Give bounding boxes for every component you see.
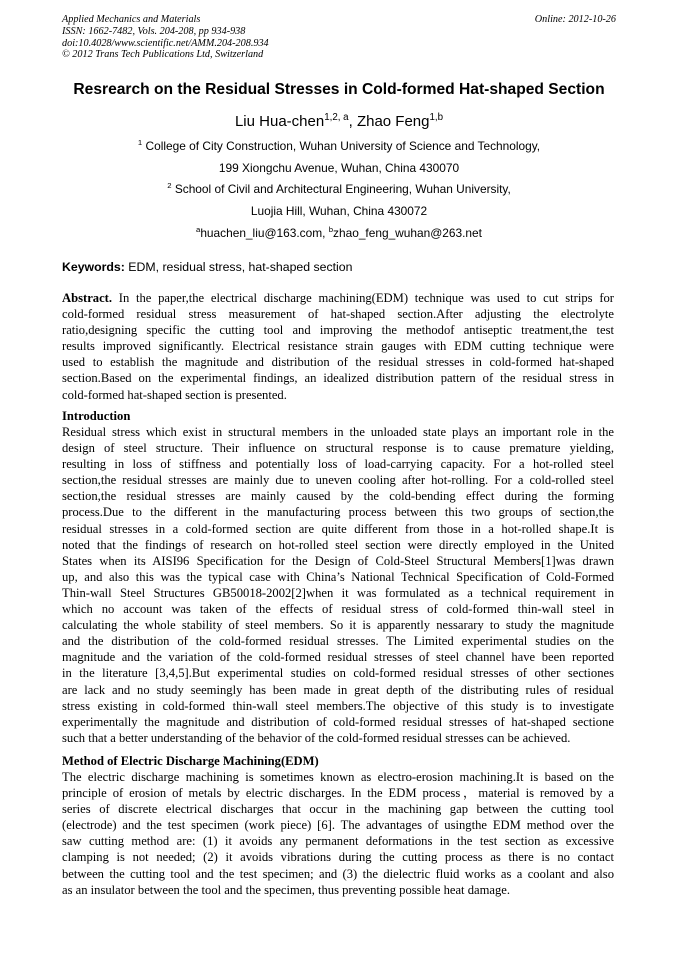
method-line: series of discrete electrical discharges that occur in the machining gap between the cutting tool	[62, 802, 614, 817]
email-a: huachen_liu@163.com,	[200, 226, 329, 240]
paper-title: Resrearch on the Residual Stresses in Cold-formed Hat-shaped Section	[73, 81, 605, 98]
abstract-label: Abstract.	[62, 291, 113, 305]
author-1: Liu Hua-chen	[234, 113, 325, 130]
abstract-line: cold-formed residual stress measurement of hat-shaped section.After adjusting the electrolyte	[62, 307, 614, 322]
intro-line: calculating the whole stability of steel members. So it is apparently nessarary to study the magnitude	[62, 618, 614, 633]
author-2: Zhao Feng	[356, 113, 430, 130]
intro-line: noted that the findings of research on hot-rolled steel section were directly employed in the United	[62, 537, 614, 552]
affiliation-2-marker: 2	[167, 181, 172, 191]
keywords	[62, 260, 616, 274]
keywords-text: EDM, residual stress, hat-shaped section	[124, 260, 353, 274]
email-b-marker: b	[328, 225, 334, 235]
author-1-affiliation: 1,2, a	[324, 112, 349, 123]
intro-line: design of steel structure. Their influence on structural response is to cause premature yielding,	[62, 441, 614, 456]
abstract-line: section.Based on the experimental findings, an idealized distribution pattern of the residual stress in	[62, 371, 614, 386]
online-date: Online: 2012-10-26	[534, 14, 616, 25]
method-line: between the cutting tool and the test specimen; and (3) the dielectric fluid works as a coolant and also	[62, 866, 614, 881]
affiliation-2-line-1: $^2$ School of Civil and Architectural Engineering, Wuhan University,	[167, 181, 511, 196]
author-line	[0, 113, 678, 131]
method-line: saw cutting method are: (1) it avoids any permanent deformations in the test section as excessive	[62, 834, 614, 849]
affiliation-1-line-2: 199 Xiongchu Avenue, Wuhan, China 430070	[218, 161, 460, 175]
method-line: principle of erosion of metals by electric discharges. In the EDM process，material is removed by a	[62, 786, 614, 801]
intro-line: process.Due to the different in the manufacturing process between this two groups of section,the	[62, 505, 614, 520]
intro-line: magnitude and the variation of the cold-formed residual stresses of steel channel have been reported	[62, 650, 614, 665]
abstract-line: ratio,designing specific the cutting tool and improving the methodof antiseptic treatment,the test	[62, 323, 614, 338]
intro-line: up, and also this was the typical case with China’s National Technical Specification of Cold-Formed	[62, 569, 614, 584]
copyright-line: © 2012 Trans Tech Publications Ltd, Switzerland	[62, 49, 264, 61]
method-line: as an insulator between the tool and the specimen, thus preventing possible heat damage.	[62, 882, 511, 897]
abstract	[62, 290, 614, 403]
affiliation-1-line-1: $^1$ College of City Construction, Wuhan University of Science and Technology,	[137, 138, 541, 153]
intro-line: Thin-wall Steel Structures GB50018-2002[2]when it was formulated as a technical requirement in	[62, 585, 614, 600]
abstract-line: Abstract. In the paper,the electrical discharge machining(EDM) technique was used to cut strips for	[62, 291, 614, 305]
intro-line: in the literature [3,4,5].But experimental studies on cold-formed residual stresses of other sectiones	[62, 666, 614, 681]
author-separator: ,	[348, 113, 357, 130]
method-line: The electric discharge machining is sometimes known as electro-erosion machining.It is based on the	[62, 770, 614, 784]
intro-line: residual stresses in a cold-formed section are quite different from those in a hot-rolled shape.It is	[62, 521, 614, 536]
intro-line: resulting in loss of stiffness and potentially loss of load-carrying capacity. For a hot-rolled steel	[62, 457, 614, 472]
affiliation-1-marker: 1	[137, 138, 143, 148]
introduction-heading: Introduction	[62, 409, 131, 423]
author-2-affiliation: 1,b	[429, 112, 444, 123]
intro-line: stress existing in cold-formed thin-wall steel members.The objective of this study is to investigate	[62, 698, 614, 713]
email-a-marker: a	[196, 225, 201, 235]
intro-line: section,the residual stresses are mainly due to uneven cooling after hot-rolling. For a cold-rolled steel	[62, 473, 614, 488]
intro-line: Residual stress which exist in structural members in the unloaded state plays an important role in the	[62, 425, 614, 439]
method-body	[62, 769, 614, 898]
method-line: (electrode) and the test specimen (work piece) [6]. The advantages of usingthe EDM method over the	[62, 818, 614, 833]
method-line: clamping is not needed; (2) it avoids vibrations during the cutting process as there is no contact	[62, 850, 614, 865]
abstract-line: used to establish the magnitude and distribution of the residual stresses in cold-formed hat-shaped	[62, 355, 614, 370]
journal-meta	[62, 14, 616, 61]
intro-line: which no account was taken of the effects of residual stress of cold-formed thin-wall steel in	[62, 602, 614, 617]
intro-line: experimentally the magnitude and distribution of cold-formed residual stresses of hat-shaped sectione	[62, 714, 614, 729]
abstract-line: cold-formed hat-shaped section is presented.	[62, 387, 287, 402]
doi-line: doi:10.4028/www.scientific.net/AMM.204-208.934	[62, 37, 269, 49]
affiliation-2-line-2: Luojia Hill, Wuhan, China 430072	[250, 204, 428, 218]
email-b: zhao_feng_wuhan@263.net	[333, 226, 482, 240]
keywords-label: Keywords:	[62, 260, 125, 274]
intro-line: States when its AISI96 Specification for the Design of Cold-Steel Structural Members[1]was drawn	[62, 553, 614, 568]
intro-line: such that a better understanding of the behavior of the cold-formed residual stresses can be achieved.	[62, 730, 571, 745]
issn-line: ISSN: 1662-7482, Vols. 204-208, pp 934-938	[62, 25, 246, 37]
abstract-line: results improved significantly. Electrical resistance strain gauges with EDM cutting technique were	[62, 339, 614, 354]
email-line	[0, 226, 678, 240]
introduction-body	[62, 424, 614, 746]
journal-name: Applied Mechanics and Materials	[62, 14, 201, 25]
intro-line: and the distribution of the cold-formed residual stresses. The Limited experimental studies on the	[62, 634, 614, 649]
method-heading: Method of Electric Discharge Machining(EDM)	[62, 754, 319, 768]
intro-line: section,the residual stresses are mainly caused by the cold-bending effect during the forming	[62, 489, 614, 504]
intro-line: are lack and no study seemingly has been made in great depth of the distributing rules of residual	[62, 682, 614, 697]
